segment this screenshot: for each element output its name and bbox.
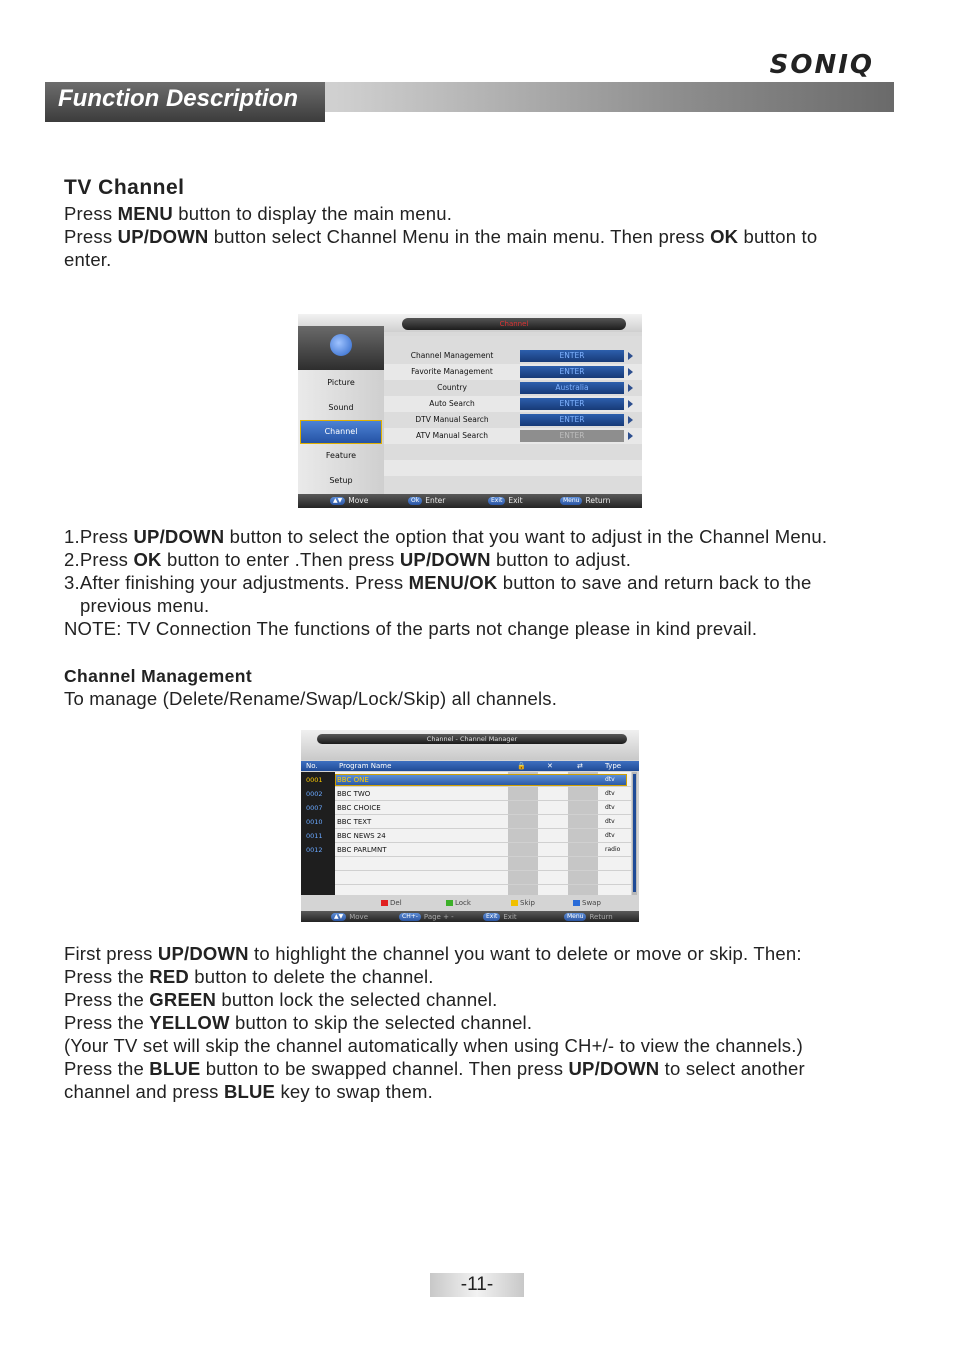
channel-number: 0010 bbox=[306, 818, 323, 826]
menu-row-label: DTV Manual Search bbox=[415, 415, 489, 424]
sidebar-item-feature[interactable]: Feature bbox=[325, 451, 357, 460]
subsection-title: Channel Management bbox=[64, 666, 253, 686]
selection-highlight bbox=[335, 774, 627, 786]
menu-row-value: ENTER bbox=[520, 414, 624, 426]
menu-row-value: Australia bbox=[520, 382, 624, 394]
lock-icon: 🔒 bbox=[517, 762, 526, 770]
legend-skip: Skip bbox=[511, 898, 535, 909]
menu-row-label: Country bbox=[437, 383, 467, 392]
channel-row[interactable] bbox=[301, 843, 631, 857]
row-divider bbox=[335, 884, 631, 885]
scrollbar[interactable] bbox=[632, 772, 637, 895]
hint-move: ▲▼ Move bbox=[331, 912, 368, 922]
channel-row[interactable] bbox=[301, 815, 631, 829]
menu-logo bbox=[298, 326, 384, 370]
channel-name: BBC TWO bbox=[337, 790, 371, 798]
satellite-dish-icon bbox=[330, 334, 352, 356]
channel-row[interactable] bbox=[301, 829, 631, 843]
scrollbar-thumb[interactable] bbox=[633, 774, 636, 892]
page-number: -11- bbox=[430, 1273, 524, 1297]
row-divider bbox=[335, 870, 631, 871]
menu-row-label: Favorite Management bbox=[411, 367, 493, 376]
manager-hint-bar bbox=[301, 911, 639, 922]
intro-line: Press MENU button to display the main menu. bbox=[64, 203, 453, 224]
step-line: 2.Press OK button to enter .Then press UP/DOWN button to adjust. bbox=[64, 549, 632, 570]
menu-content bbox=[384, 336, 642, 494]
arrow-right-icon bbox=[628, 384, 633, 392]
red-key-icon bbox=[381, 900, 388, 906]
intro-text bbox=[64, 202, 904, 271]
channel-row[interactable] bbox=[301, 787, 631, 801]
brand-logo: SONIQ bbox=[769, 50, 874, 80]
menu-row-empty bbox=[384, 444, 642, 460]
channel-number: 0011 bbox=[306, 832, 323, 840]
section-title: TV Channel bbox=[64, 176, 185, 199]
channel-row[interactable] bbox=[301, 801, 631, 815]
page-title: Function Description bbox=[58, 85, 298, 112]
hint-move: ▲▼ Move bbox=[330, 496, 368, 506]
subsection-desc: To manage (Delete/Rename/Swap/Lock/Skip) all channels. bbox=[64, 688, 558, 709]
green-key-icon bbox=[446, 900, 453, 906]
channel-name: BBC PARLMNT bbox=[337, 846, 387, 854]
menu-row-label: Channel Management bbox=[410, 351, 494, 360]
arrow-right-icon bbox=[628, 400, 633, 408]
menu-row[interactable] bbox=[384, 428, 642, 444]
channel-number: 0001 bbox=[306, 776, 323, 784]
arrow-right-icon bbox=[628, 368, 633, 376]
menu-row-value: ENTER bbox=[520, 430, 624, 442]
hint-return: Menu Return bbox=[560, 496, 610, 506]
steps-text bbox=[64, 525, 904, 640]
channel-name: BBC TEXT bbox=[337, 818, 372, 826]
channel-name: BBC ONE bbox=[337, 776, 369, 784]
instruction-line: Press the BLUE button to be swapped channel. Then press UP/DOWN to select another bbox=[64, 1058, 805, 1079]
channel-type: dtv bbox=[605, 790, 615, 797]
menu-row[interactable] bbox=[384, 380, 642, 396]
menu-sidebar bbox=[298, 370, 384, 494]
menu-hint-bar bbox=[298, 494, 642, 508]
swap-icon: ⇄ bbox=[577, 762, 583, 770]
channel-number: 0007 bbox=[306, 804, 323, 812]
instruction-line: (Your TV set will skip the channel automatically when using CH+/- to view the channels.) bbox=[64, 1035, 803, 1056]
col-header-type: Type bbox=[605, 762, 622, 770]
col-header-no: No. bbox=[306, 762, 318, 770]
channel-number: 0012 bbox=[306, 846, 323, 854]
hint-exit: Exit Exit bbox=[488, 496, 523, 506]
hint-return: Menu Return bbox=[564, 912, 613, 922]
arrow-right-icon bbox=[628, 432, 633, 440]
menu-row-value: ENTER bbox=[520, 398, 624, 410]
instruction-line: Press the RED button to delete the channel. bbox=[64, 966, 434, 987]
delete-icon: ✕ bbox=[547, 762, 553, 770]
sidebar-item-channel[interactable]: Channel bbox=[300, 420, 382, 444]
yellow-key-icon bbox=[511, 900, 518, 906]
menu-row[interactable] bbox=[384, 348, 642, 364]
instruction-line: channel and press BLUE key to swap them. bbox=[64, 1081, 433, 1102]
instruction-line: Press the GREEN button lock the selected channel. bbox=[64, 989, 498, 1010]
instructions-text bbox=[64, 942, 904, 1103]
legend-swap: Swap bbox=[573, 898, 601, 909]
intro-line: Press UP/DOWN button select Channel Menu in the main menu. Then press OK button to bbox=[64, 226, 818, 247]
instruction-line: First press UP/DOWN to highlight the channel you want to delete or move or skip. Then: bbox=[64, 943, 802, 964]
menu-row[interactable] bbox=[384, 396, 642, 412]
sidebar-item-setup[interactable]: Setup bbox=[329, 476, 353, 485]
hint-enter: Ok Enter bbox=[408, 496, 445, 506]
intro-line: enter. bbox=[64, 249, 112, 270]
channel-name: BBC NEWS 24 bbox=[337, 832, 386, 840]
hint-exit: Exit Exit bbox=[483, 912, 517, 922]
menu-row-label: Auto Search bbox=[429, 399, 475, 408]
step-line: previous menu. bbox=[80, 595, 210, 616]
manager-header bbox=[301, 761, 639, 771]
menu-row-value: ENTER bbox=[520, 366, 624, 378]
channel-type: dtv bbox=[605, 818, 615, 825]
menu-row-label: ATV Manual Search bbox=[415, 431, 489, 440]
menu-row-value: ENTER bbox=[520, 350, 624, 362]
instruction-line: Press the YELLOW button to skip the selected channel. bbox=[64, 1012, 533, 1033]
channel-type: dtv bbox=[605, 804, 615, 811]
channel-name: BBC CHOICE bbox=[337, 804, 381, 812]
menu-title: Channel bbox=[402, 318, 626, 330]
col-header-name: Program Name bbox=[339, 762, 392, 770]
blue-key-icon bbox=[573, 900, 580, 906]
channel-manager-screenshot bbox=[301, 730, 639, 922]
step-line: 1.Press UP/DOWN button to select the option that you want to adjust in the Channel Menu. bbox=[64, 526, 828, 547]
sidebar-item-sound[interactable]: Sound bbox=[328, 403, 354, 412]
channel-type: radio bbox=[605, 846, 621, 853]
sidebar-item-picture[interactable]: Picture bbox=[327, 378, 355, 387]
channel-number: 0002 bbox=[306, 790, 323, 798]
color-key-legend bbox=[301, 898, 639, 909]
arrow-right-icon bbox=[628, 416, 633, 424]
channel-type: dtv bbox=[605, 776, 615, 783]
hint-page: CH+- Page + - bbox=[399, 912, 454, 922]
channel-type: dtv bbox=[605, 832, 615, 839]
menu-row[interactable] bbox=[384, 364, 642, 380]
channel-row[interactable] bbox=[301, 773, 631, 787]
menu-row[interactable] bbox=[384, 412, 642, 428]
step-line: 3.After finishing your adjustments. Press MENU/OK button to save and return back to the bbox=[64, 572, 812, 593]
manager-title: Channel - Channel Manager bbox=[317, 734, 627, 744]
channel-menu-screenshot bbox=[298, 314, 642, 508]
note-line: NOTE: TV Connection The functions of the parts not change please in kind prevail. bbox=[64, 618, 758, 639]
menu-row-empty bbox=[384, 460, 642, 476]
arrow-right-icon bbox=[628, 352, 633, 360]
legend-lock: Lock bbox=[446, 898, 471, 909]
legend-del: Del bbox=[381, 898, 402, 909]
